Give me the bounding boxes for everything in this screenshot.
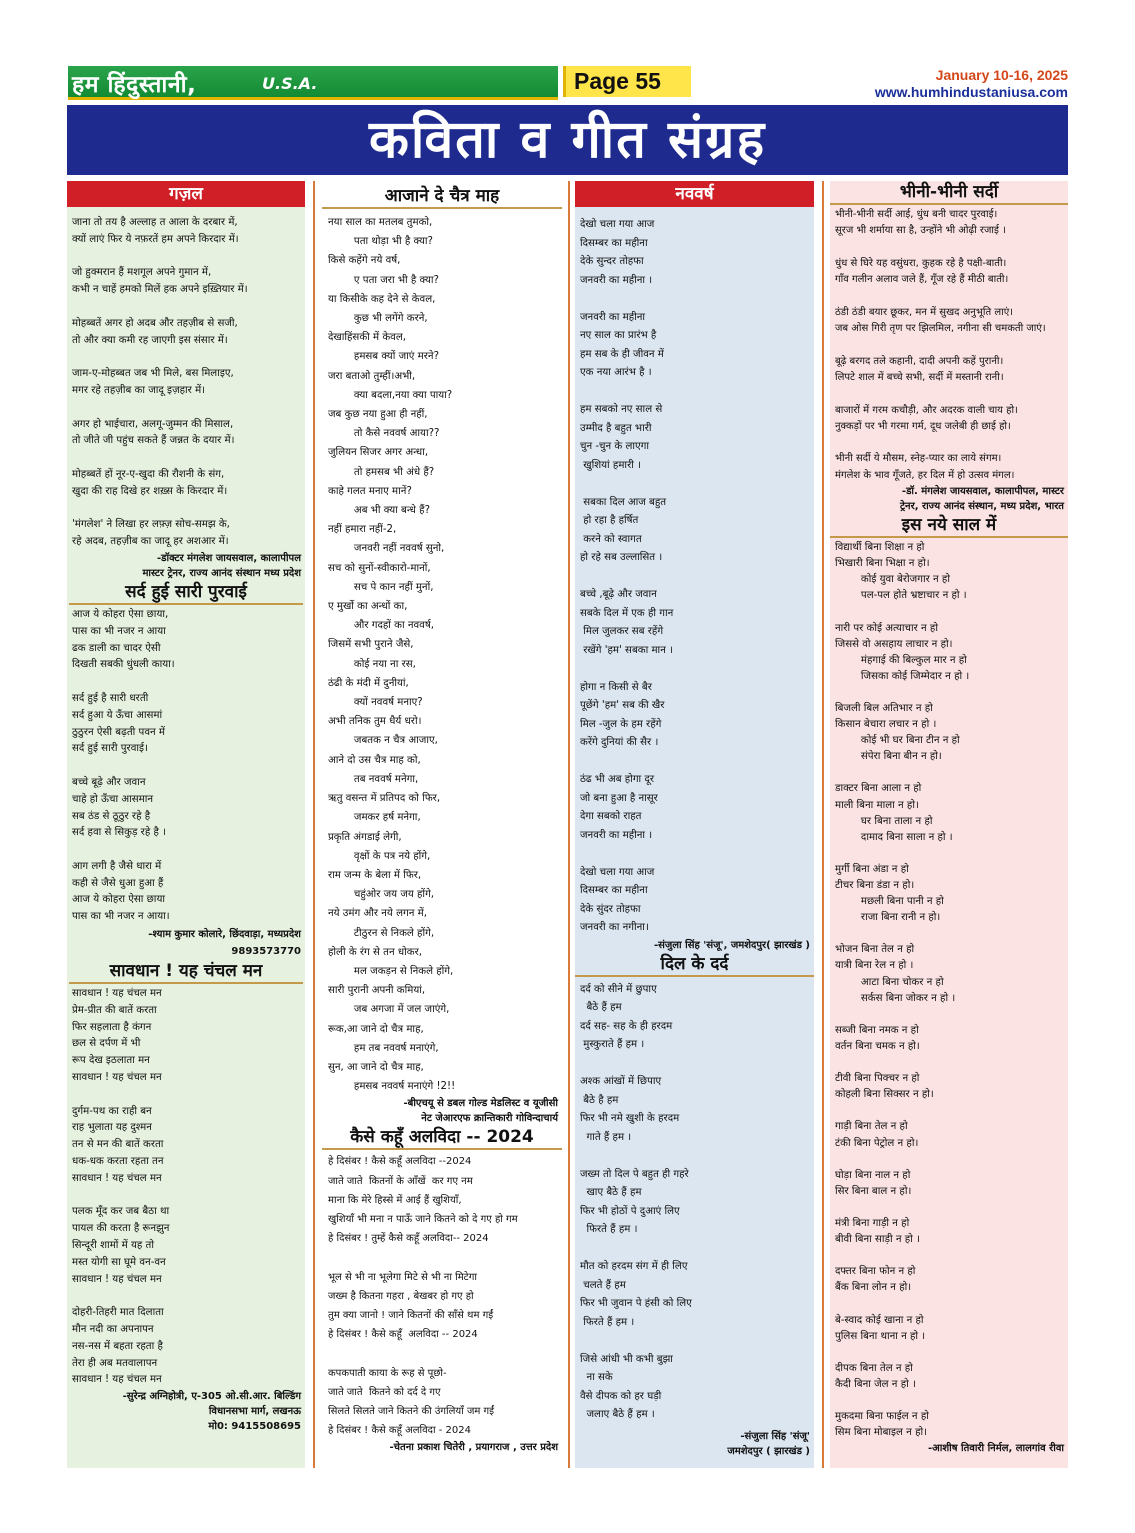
poem-text-ghazal: जाना तो तय है अल्लाह त आला के दरबार में, क्यों लाएं फिर ये नफ़रतें हम अपने किरदार में। जो हुक्मरान हैं मशगूल अपने गुमान में, कभी न चाहें हमको मिलें हक अपने इख़्तियार में। मोहब्बतें अगर हो अदब और तहज़ीब से सजी, तो और क्या कमी रह जाएगी इस संसार में। जाम-ए-मोहब्बत जब भी मिले, बस मिलाइए, मगर रहे तहज़ीब का जादू इज़हार में। अगर हो भाईचारा, अलगू-जुम्मन की मिसाल, तो जीते जी पहुंच सकते हैं जन्नत के दयार में। मोहब्बतें हों नूर-ए-खुदा की रौशनी के संग, खुदा की राह दिखे हर शख़्स के किरदार में। 'मंगलेश' ने लिखा हर लफ़्ज़ सोच-समझ के, रहे अदब, तहज़ीब का जादू हर अशआर में।	[72, 217, 248, 548]
banner-title: कविता व गीत संग्रह	[368, 110, 767, 170]
column-divider	[568, 181, 570, 1468]
column-2	[322, 181, 562, 1468]
brand-name: हम हिंदुस्तानी,	[72, 72, 197, 98]
column-divider	[313, 181, 315, 1468]
issue-date: January 10-16, 2025	[935, 67, 1068, 83]
poem-author-chaitra: -बीएचयू से डबल गोल्ड मेडलिस्ट व यूजीसी नेट जेआरएफ क्रान्तिकारी गोविन्दाचार्य	[403, 1098, 558, 1125]
poem-author-alvida: -चेतना प्रकाश चितेरी , प्रयागराज , उत्तर प्रदेश	[389, 1442, 558, 1454]
poem-title-navvarsh: नववर्ष	[575, 181, 814, 207]
column-3	[575, 181, 814, 1468]
poem-author-ghazal: -डॉक्टर मंगलेश जायसवाल, कालापीपल मास्टर ट्रेनर, राज्य आनंद संस्थान मध्य प्रदेश	[142, 552, 301, 579]
section-banner	[67, 105, 1068, 175]
website-link[interactable]: www.humhindustaniusa.com	[874, 84, 1068, 100]
column-divider	[822, 181, 824, 1468]
poem-text-navvarsh: देखो चला गया आज दिसम्बर का महीना देके सुन्दर तोहफा जनवरी का महीना । जनवरी का महीना नए साल का प्रारंभ है हम सब के ही जीवन में एक नया आरंभ है । हम सबको नए साल से उम्मीद है बहुत भारी चुन -चुन के लाएगा खुशियां हमारी । सबका दिल आज बहुत हो रहा है हर्षित करने को स्वागत हो रहे सब उल्लासित । बच्चे ,बूढ़े और जवान सबके दिल में एक ही गान मिल जुलकर सब रहेंगे रखेंगे 'हम' सबका मान । होगा न किसी से बैर पूछेंगे 'हम' सब की खैर मिल -जुल के हम रहेंगे करेंगे दुनियां की सैर । ठंढ भी अब होगा दूर जो बना हुआ है नासूर देगा सबको राहत जनवरी का महीना । देखो चला गया आज दिसम्बर का महीना देके सुंदर तोहफा जनवरी का नगीना।	[580, 219, 674, 933]
poem-title-chaitra: आजाने दे चैत्र माह	[322, 185, 562, 209]
poem-text-savdhan: सावधान ! यह चंचल मन प्रेम-प्रीत की बातें करता फिर सहलाता है कंगन छल से दर्पण में भी रूप देख इठलाता मन सावधान ! यह चंचल मन दुर्गम-पथ का राही बन राह भुलाता यह दुश्मन तन से मन की बातें करता धक-धक करता रहता तन सावधान ! यह चंचल मन पलक मूँद कर जब बैठा था पायल की करता है रूनझुन सिन्दूरी शामों में यह तो मस्त योगी सा घूमे वन-वन सावधान ! यह चंचल मन दोहरी-तिहरी मात दिलाता मौन नदी का अपनापन नस-नस में बहता रहता है तेरा ही अब मतवालापन सावधान ! यह चंचल मन	[72, 988, 170, 1386]
poem-title-sard: सर्द हुई सारी पुरवाई	[69, 581, 303, 605]
poem-text-naya-saal: विद्यार्थी बिना शिक्षा न हो भिखारी बिना भिक्षा न हो। कोई युवा बेरोजगार न हो पल-पल होते भ्रष्टाचार न हो । नारी पर कोई अत्याचार न हो जिससे वो असहाय लाचार न हो। मंहगाई की बिल्कुल मार न हो जिसका कोई जिम्मेदार न हो । बिजली बिल अतिभार न हो किसान बेचारा लचार न हो । कोई भी घर बिना टीन न हो संपेरा बिना बीन न हो। डाक्टर बिना आला न हो माली बिना माला न हो। घर बिना ताला न हो दामाद बिना साला न हो । मुर्गी बिना अंडा न हो टीचर बिना डंडा न हो। मछली बिना पानी न हो राजा बिना रानी न हो। भोजन बिना तेल न हो यात्री बिना रेल न हो । आटा बिना चोकर न हो सर्कस बिना जोकर न हो । सब्जी बिना नमक न हो वर्तन बिना चमक न हो। टीवी बिना पिक्चर न हो कोहली बिना सिक्सर न हो। गाड़ी बिना तेल न हो टंकी बिना पेट्रोल न हो। घोड़ा बिना नाल न हो सिर बिना बाल न हो। मंत्री बिना गाड़ी न हो बीवी बिना साड़ी न हो । दफ्तर बिना फोन न हो बैंक बिना लोन न हो। बे-स्वाद कोई खाना न हो पुलिस बिना थाना न हो । दीपक बिना तेल न हो कैदी बिना जेल न हो । मुकदमा बिना फाईल न हो सिम बिना मोबाइल न हो।	[835, 542, 970, 1439]
poem-text-alvida: हे दिसंबर ! कैसे कहूँ अलविदा --2024 जाते जाते कितनों के आँखें कर गए नम माना कि मेरे हिस्से में आई हैं खुशियाँ, खुशियाँ भी मना न पाऊँ जाने कितने को दे गए हो गम हे दिसंबर ! तुम्हें कैसे कहूँ अलविदा-- 2024 भूल से भी ना भूलेगा मिटे से भी ना मिटेगा जख्म है कितना गहरा , बेखबर हो गए हो तुम क्या जानो ! जाने कितनों की साँसे थम गईं हे दिसंबर ! कैसे कहूँ अलविदा -- 2024 कपकपाती काया के रूह से पूछो- जाते जाते कितने को दर्द दे गए सिलते सिलते जाने कितने की उंगलियाँ जम गईं हे दिसंबर ! कैसे कहूँ अलविदा - 2024	[328, 1156, 518, 1437]
brand-suffix: U.S.A.	[262, 74, 318, 93]
poem-title-naya-saal: इस नये साल में	[830, 514, 1068, 538]
poem-title-savdhan: सावधान ! यह चंचल मन	[69, 960, 303, 984]
poem-text-sard: आज ये कोहरा ऐसा छाया, पास का भी नजर न आया ढक डाली का चादर ऐसी दिखती सबकी धुंधली काया। सर्द हुई है सारी धरती सर्द हुआ ये ऊँचा आसमां ठुठुरन ऐसी बढ़ती पवन में सर्द हुई सारी पुरवाई। बच्चे बूढ़े और जवान चाहे हो ऊँचा आसमान सब ठंड से ठूठुर रहे है सर्द हवा से सिकुड़ रहे है । आग लगी है जैसे धारा में कही से जैसे धुआ हुआ हैं आज ये कोहरा ऐसा छाया पास का भी नजर न आया।	[72, 608, 175, 923]
poem-title-dard: दिल के दर्द	[575, 953, 814, 977]
masthead	[68, 66, 688, 97]
poem-title-ghazal: गज़ल	[67, 181, 305, 207]
poem-title-sardi: भीनी-भीनी सर्दी	[830, 181, 1068, 205]
poem-text-dard: दर्द को सीने में छुपाए बैठे हैं हम दर्द सह- सह के ही हरदम मुस्कुराते हैं हम । अश्क आंखों में छिपाए बैठे है हम फिर भी नमे खुशी के हरदम गाते हैं हम । जख्म तो दिल पे बहुत ही गहरे खाए बैठे हैं हम फिर भी होठों पे दुआएं लिए फिरते हैं हम । मौत को हरदम संग में ही लिए चलते हैं हम फिर भी जुवान पे हंसी को लिए फिरते हैं हम । जिसे आंधी भी कभी बुझा ना सके वैसे दीपक को हर घड़ी जलाए बैठे हैं हम ।	[580, 983, 692, 1420]
poem-author-dard: -संजुला सिंह 'संजू' जमशेदपुर ( झारखंड )	[727, 1430, 810, 1457]
poem-author-sard: -श्याम कुमार कोलारे, छिंदवाड़ा, मध्यप्रदेश 9893573770	[148, 929, 301, 958]
poem-text-sardi: भीनी-भीनी सर्दी आई, धुंध बनी चादर पुरवाई। सूरज भी शर्माया सा है, उन्होंने भी ओढ़ी रजाई । धुंध से घिरे यह वसुंधरा, कुहक रहे है पक्षी-बाती। गाँव गलीन अलाव जले हैं, गूँज रहे हैं मीठी बाती। ठंडी ठंडी बयार छूकर, मन में सुखद अनुभूति लाएं। जब ओस गिरी तृण पर झिलमिल, नगीना सी चमकती जाएं। बूढ़े बरगद तले कहानी, दादी अपनी कहें पुरानी। लिपटे शाल में बच्चे सभी, सर्दी में मस्तानी रानी। बाजारों में गरम कचौड़ी, और अदरक वाली चाय हो। नुक्कड़ों पर भी गरमा गर्म, दूध जलेबी ही छाई हो। भीनी सर्दी ये मौसम, स्नेह-प्यार का लाये संगम। मंगलेश के भाव गूँजते, हर दिल में हो उत्सव मंगल।	[835, 209, 1046, 481]
poem-author-naya-saal: -आशीष तिवारी निर्मल, लालगांव रीवा	[927, 1443, 1064, 1455]
page-number-box	[563, 66, 691, 97]
column-1	[67, 181, 305, 1468]
poem-author-navvarsh: -संजुला सिंह 'संजू', जमशेदपुर( झारखंड )	[653, 939, 810, 951]
poem-text-chaitra: नया साल का मतलब तुमको, पता थोड़ा भी है क्या? किसे कहेंगे नये वर्ष, ए पता जरा भी है क्या? या किसीके कह देने से केवल, कुछ भी लगेंगे करने, देखाहिंसकी में केवल, हमसब क्यों जाएं मरने? जरा बताओ तुम्हीं।अभी, क्या बदला,नया क्या पाया? जब कुछ नया हुआ ही नहीं, तो कैसे नववर्ष आया?? जुलियन सिजर अगर अन्धा, तो हमसब भी अंधे हैं? काहे गलत मनाए मानें? अब भी क्या बन्धे हैं? नहीं हमारा नहीं-2, जनवरी नहीं नववर्ष सुनो, सच को सुनों-स्वीकारो-मानों, सच पे कान नहीं मुनों, ए मुर्खो का अन्धों का, और गदहों का नववर्ष, जिसमें सभी पुराने जैसे, कोई नया ना रस, ठंढी के मंदी में दुनीयां, क्यों नववर्ष मनाए? अभी तनिक तुम धैर्य धरो। जबतक न चैत्र आजाए, आने दो उस चैत्र माह को, तब नववर्ष मनेगा, ऋतु वसन्त में प्रतिपद को फिर, जमकर हर्ष मनेगा, प्रकृति अंगडाई लेगी, वृक्षों के पत्र नये होंगे, राम जन्म के बेला में फिर, चहुंओर जय जय होंगे, नये उमंग और नये लगन में, टीठुरन से निकले होंगे, होली के रंग से तन धोकर, मल जकड़न से निकले होंगे, सारी पुरानी अपनी कमियां, जब अगजा में जल जाएंगे, रूक,आ जाने दो चैत्र माह, हम तब नववर्ष मनाएंगे, सुन, आ जाने दो चैत्र माह, हमसब नववर्ष मनाएंगे !2!!	[328, 217, 456, 1093]
poem-author-sardi: -डॉ. मंगलेश जायसवाल, कालापीपल, मास्टर ट्रेनर, राज्य आनंद संस्थान, मध्य प्रदेश, भारत	[900, 486, 1064, 513]
page-number: Page 55	[574, 68, 661, 94]
brand-bar	[68, 66, 558, 100]
poem-title-alvida: कैसे कहूँ अलविदा -- 2024	[322, 1126, 562, 1150]
column-4	[830, 181, 1068, 1468]
poem-author-savdhan: -सुरेन्द्र अग्निहोत्री, ए-305 ओ.सी.आर. बिल्डिंग विधानसभा मार्ग, लखनऊ मो0: 9415508695	[122, 1391, 301, 1433]
